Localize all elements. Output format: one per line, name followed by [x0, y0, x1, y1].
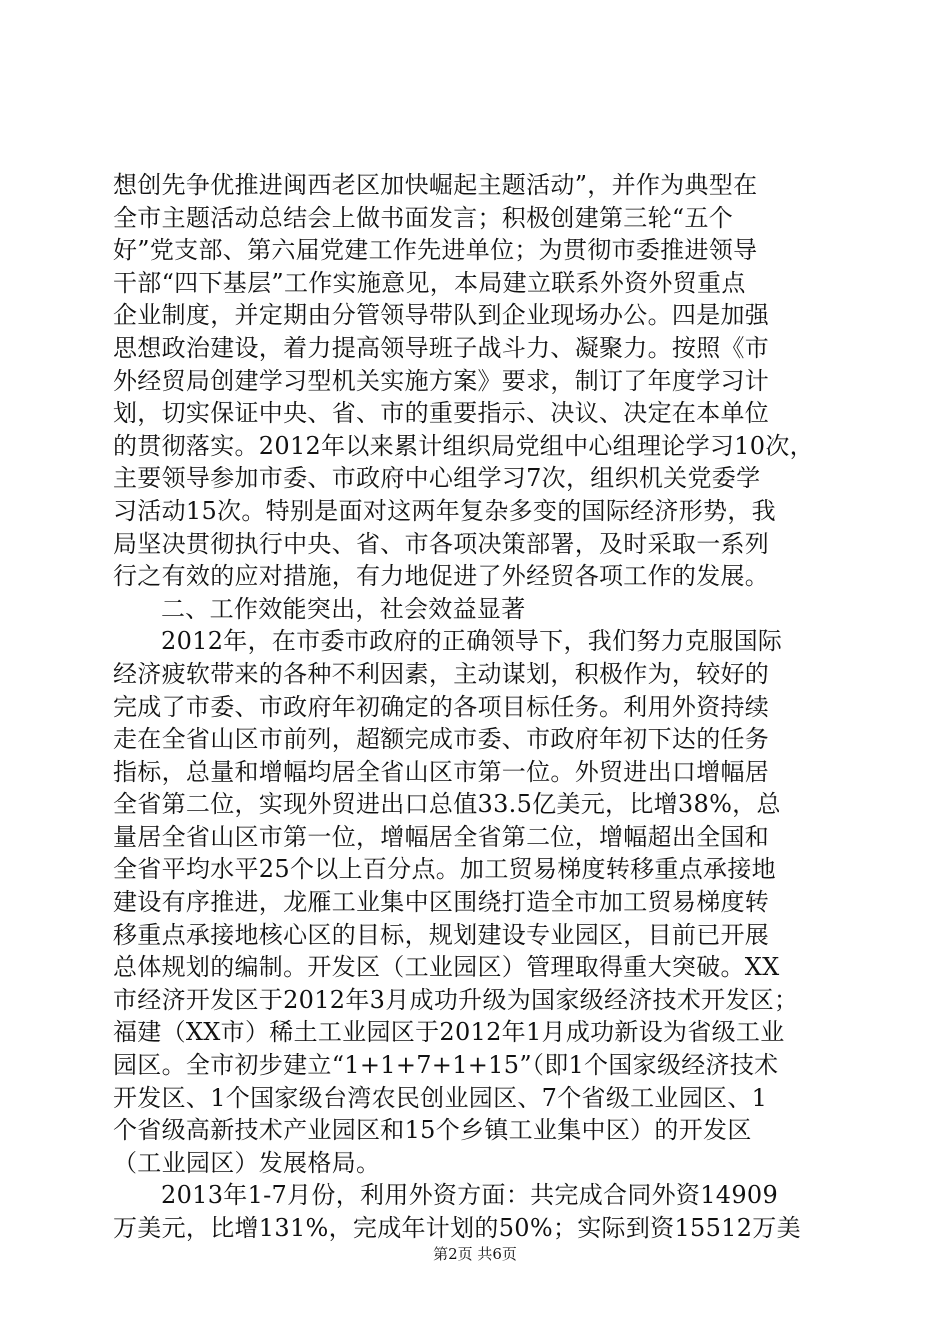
text-line: 指标，总量和增幅均居全省山区市第一位。外贸进出口增幅居	[113, 757, 770, 786]
text-line: 经济疲软带来的各种不利因素，主动谋划，积极作为，较好的	[113, 659, 770, 688]
text-line: 全省第二位，实现外贸进出口总值33.5亿美元，比增38%，总	[113, 790, 781, 819]
text-line: 万美元，比增131%，完成年计划的50%；实际到资15512万美	[113, 1214, 801, 1242]
text-line: 移重点承接地核心区的目标，规划建设专业园区，目前已开展	[113, 920, 770, 949]
text-line: 想创先争优推进闽西老区加快崛起主题活动”，并作为典型在	[113, 171, 758, 199]
document-body	[113, 169, 848, 1245]
text-line: 行之有效的应对措施，有力地促进了外经贸各项工作的发展。	[113, 562, 770, 591]
text-line: 园区。全市初步建立“1+1+7+1+15”（即1个国家级经济技术	[113, 1051, 779, 1080]
text-line: 走在全省山区市前列，超额完成市委、市政府年初下达的任务	[113, 725, 770, 754]
text-line: 思想政治建设，着力提高领导班子战斗力、凝聚力。按照《市	[113, 333, 770, 362]
section-heading: 二、工作效能突出，社会效益显著	[161, 594, 526, 623]
text-line: 习活动15次。特别是面对这两年复杂多变的国际经济形势，我	[113, 496, 776, 525]
text-line: 总体规划的编制。开发区（工业园区）管理取得重大突破。XX	[113, 953, 780, 982]
paragraph-start-line: 2013年1-7月份，利用外资方面：共完成合同外资14909	[161, 1181, 779, 1210]
paragraph-start-line: 2012年，在市委市政府的正确领导下，我们努力克服国际	[161, 627, 783, 656]
text-line: 完成了市委、市政府年初确定的各项目标任务。利用外资持续	[113, 692, 770, 721]
text-line: 全省平均水平25个以上百分点。加工贸易梯度转移重点承接地	[113, 855, 776, 884]
text-line: 开发区、1个国家级台湾农民创业园区、7个省级工业园区、1	[113, 1083, 768, 1112]
text-line: 干部“四下基层”工作实施意见，本局建立联系外资外贸重点	[113, 268, 746, 297]
text-line: 市经济开发区于2012年3月成功升级为国家级经济技术开发区；	[113, 985, 799, 1014]
text-line: 外经贸局创建学习型机关实施方案》要求，制订了年度学习计	[113, 366, 770, 395]
text-line: 量居全省山区市第一位，增幅居全省第二位，增幅超出全国和	[113, 822, 770, 851]
text-line: 福建（XX市）稀土工业园区于2012年1月成功新设为省级工业	[113, 1018, 785, 1047]
text-line: 好”党支部、第六届党建工作先进单位；为贯彻市委推进领导	[113, 236, 758, 265]
page-footer: 第2页 共6页	[433, 1245, 517, 1263]
text-line: 企业制度，并定期由分管领导带队到企业现场办公。四是加强	[113, 301, 770, 330]
text-line: 局坚决贯彻执行中央、省、市各项决策部署，及时采取一系列	[113, 529, 770, 558]
text-line: 主要领导参加市委、市政府中心组学习7次，组织机关党委学	[113, 464, 761, 493]
text-line: （工业园区）发展格局。	[113, 1148, 381, 1177]
text-line: 建设有序推进，龙雁工业集中区围绕打造全市加工贸易梯度转	[113, 888, 770, 917]
text-line: 划，切实保证中央、省、市的重要指示、决议、决定在本单位	[113, 399, 770, 428]
text-line: 个省级高新技术产业园区和15个乡镇工业集中区）的开发区	[113, 1116, 752, 1145]
text-line: 的贯彻落实。2012年以来累计组织局党组中心组理论学习10次，	[113, 431, 814, 460]
text-line: 全市主题活动总结会上做书面发言；积极创建第三轮“五个	[113, 203, 734, 232]
